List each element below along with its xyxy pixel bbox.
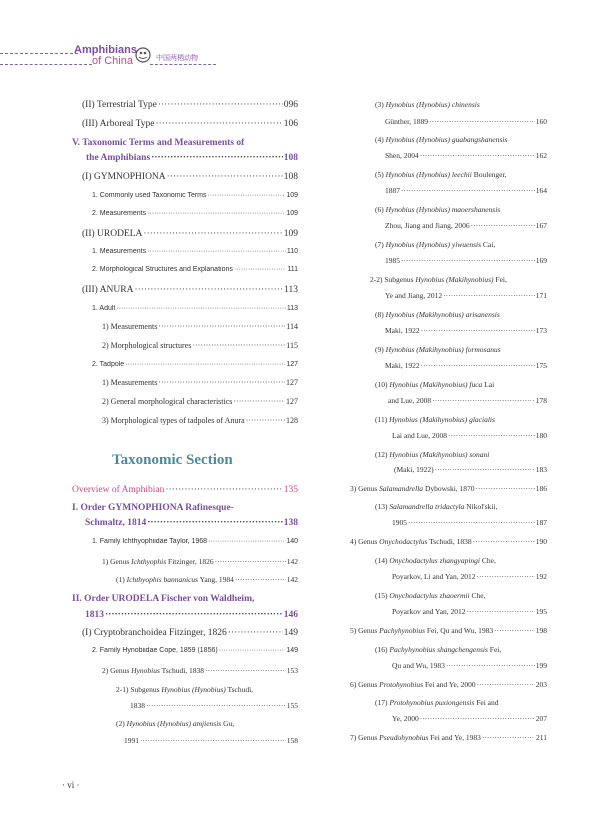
toc-page-number: 106 — [283, 119, 298, 129]
toc-entry-label: 1. Family Ichthyophiidae Taylor, 1968 — [92, 538, 208, 545]
toc-leader — [435, 465, 535, 474]
toc-page-number: 158 — [286, 736, 298, 745]
toc-entry-label: (16) Pachyhynobius shangchengensis Fei, — [375, 645, 502, 654]
toc-page-number: 113 — [284, 285, 298, 295]
toc-entry[interactable] — [124, 736, 298, 745]
toc-entry[interactable] — [375, 415, 547, 424]
toc-leader — [234, 266, 287, 273]
toc-leader — [147, 518, 283, 528]
toc-page-number: 199 — [535, 661, 547, 670]
toc-leader — [420, 714, 535, 723]
toc-leader — [192, 341, 285, 350]
toc-leader — [116, 305, 285, 312]
toc-entry[interactable] — [385, 256, 547, 265]
toc-entry-label: (I) Cryptobranchoidea Fitzinger, 1826 — [82, 628, 227, 638]
toc-leader — [476, 484, 535, 493]
toc-page-number: 162 — [535, 151, 547, 160]
toc-page-number: 128 — [286, 416, 298, 425]
toc-entry-taxon: Hynobius (Hynobius) maoershanensis — [385, 205, 501, 214]
toc-entry-label: 1905 — [392, 518, 407, 527]
toc-leader — [443, 291, 535, 300]
toc-entry[interactable] — [102, 322, 298, 331]
toc-entry-taxon: Hynobius (Makihynobius) — [415, 275, 494, 284]
toc-entry-taxon: Pseudohynobius — [379, 733, 429, 742]
toc-leader — [246, 416, 285, 425]
toc-entry[interactable] — [72, 594, 298, 604]
toc-entry[interactable] — [102, 397, 298, 406]
toc-entry-label: (6) Hynobius (Hynobius) maoershanensis — [375, 205, 501, 214]
toc-entry[interactable] — [82, 285, 298, 295]
toc-entry[interactable] — [116, 575, 298, 584]
toc-leader — [429, 117, 535, 126]
toc-page-number: 164 — [535, 186, 547, 195]
toc-leader — [432, 396, 535, 405]
toc-entry-label: Maki, 1922 — [385, 326, 420, 335]
toc-entry-taxon: Protohynobius — [379, 680, 424, 689]
frog-logo-icon — [134, 46, 152, 64]
toc-entry-taxon: Ichthyophis bannanicus — [126, 575, 199, 584]
header-rule-top — [0, 53, 78, 54]
toc-page-number: 142 — [286, 575, 298, 584]
toc-page-number: 149 — [283, 628, 298, 638]
toc-leader — [401, 256, 535, 265]
toc-leader — [147, 248, 286, 255]
toc-leader — [134, 285, 283, 295]
toc-entry-label: 1887 — [385, 186, 400, 195]
toc-leader — [151, 153, 283, 163]
toc-entry[interactable] — [92, 538, 298, 545]
toc-page-number: 135 — [283, 485, 298, 495]
toc-entry[interactable] — [375, 240, 547, 249]
toc-entry[interactable] — [116, 719, 298, 728]
toc-leader — [143, 229, 282, 239]
toc-page-number: 138 — [283, 518, 298, 528]
toc-entry-label: 2) Genus Hynobius Tschudi, 1838 — [102, 666, 205, 675]
toc-entry-taxon: Salamandrella — [379, 484, 424, 493]
toc-entry[interactable] — [375, 556, 547, 565]
toc-entry-label: 7) Genus Pseudohynobius Fei and Ye, 1983 — [350, 733, 481, 742]
toc-page-number: 171 — [535, 291, 547, 300]
toc-entry-label: (7) Hynobius (Hynobius) yiwuensis Cai, — [375, 240, 496, 249]
toc-entry[interactable] — [375, 310, 547, 319]
toc-entry-label: (17) Protohynobius puxiongensis Fei and — [375, 698, 499, 707]
toc-entry[interactable] — [82, 172, 298, 182]
toc-leader — [165, 485, 282, 495]
toc-page-number: 108 — [283, 172, 298, 182]
toc-entry[interactable] — [350, 537, 547, 546]
toc-entry[interactable] — [102, 666, 298, 675]
toc-entry[interactable] — [392, 572, 547, 581]
toc-entry-label: (15) Onychodactylus zhaoermii Che, — [375, 591, 486, 600]
toc-entry-taxon: Salamandrella tridactyla — [389, 502, 465, 511]
toc-entry-label: 1985 — [385, 256, 400, 265]
toc-entry-label: Günther, 1889 — [385, 117, 429, 126]
toc-entry[interactable] — [72, 503, 298, 513]
toc-entry-taxon: Hynobius (Hynobius) guabangshanensis — [385, 135, 508, 144]
toc-entry[interactable] — [385, 291, 547, 300]
toc-entry-taxon: Hynobius (Hynobius) leechii — [385, 170, 472, 179]
toc-leader — [140, 736, 286, 745]
toc-entry-taxon: Hynobius (Hynobius) yiwuensis — [385, 240, 482, 249]
toc-entry[interactable] — [82, 119, 298, 129]
toc-entry[interactable] — [385, 326, 547, 335]
toc-entry-label: (9) Hynobius (Makihynobius) formosanus — [375, 345, 501, 354]
toc-leader — [235, 575, 286, 584]
toc-entry[interactable] — [392, 714, 547, 723]
toc-entry[interactable] — [92, 210, 298, 217]
toc-leader — [158, 378, 285, 387]
toc-entry-label: 1) Measurements — [102, 378, 158, 387]
toc-entry-label: (11) Hynobius (Makihynobius) glacialis — [375, 415, 495, 424]
toc-page-number: 198 — [535, 626, 547, 635]
toc-entry[interactable] — [350, 626, 547, 635]
toc-page-number: 127 — [286, 397, 298, 406]
section-title: Taxonomic Section — [112, 452, 233, 468]
toc-entry[interactable] — [85, 518, 298, 528]
toc-entry[interactable] — [102, 378, 298, 387]
toc-entry-taxon: Hynobius (Makihynobius) formosanus — [385, 345, 501, 354]
toc-entry[interactable] — [72, 485, 298, 495]
toc-leader — [156, 119, 283, 129]
toc-leader — [228, 628, 283, 638]
toc-page-number: 195 — [535, 607, 547, 616]
toc-entry[interactable] — [385, 221, 547, 230]
toc-entry-label: (III) ANURA — [82, 285, 134, 295]
toc-page-number: 109 — [286, 192, 298, 199]
toc-entry-taxon: Hynobius — [131, 666, 160, 675]
toc-page-number: 110 — [286, 248, 298, 255]
toc-entry-label: Maki, 1922 — [385, 361, 420, 370]
toc-leader — [208, 192, 286, 199]
toc-page-number: 127 — [286, 361, 298, 368]
toc-entry-label: 2-1) Subgenus Hynobius (Hynobius) Tschudi, — [116, 685, 254, 694]
toc-page-number: 192 — [535, 572, 547, 581]
toc-entry-label: Ye, 2000 — [392, 714, 419, 723]
toc-entry[interactable] — [92, 647, 298, 654]
header-rule-bottom — [0, 64, 92, 65]
toc-page-number: 169 — [535, 256, 547, 265]
toc-entry[interactable] — [385, 361, 547, 370]
toc-leader — [219, 647, 286, 654]
toc-page-number: 109 — [286, 210, 298, 217]
toc-leader — [476, 572, 534, 581]
toc-page-number: 203 — [535, 680, 547, 689]
toc-entry[interactable] — [375, 170, 547, 179]
toc-entry-label: Poyarkov, Li and Yan, 2012 — [392, 572, 476, 581]
toc-leader — [482, 733, 535, 742]
toc-entry[interactable] — [375, 645, 547, 654]
toc-entry-label: 5) Genus Pachyhynobius Fei, Qu and Wu, 1983 — [350, 626, 494, 635]
toc-entry-label: Overview of Amphibian — [72, 485, 165, 495]
toc-page-number: 160 — [535, 117, 547, 126]
toc-entry[interactable] — [82, 628, 298, 638]
toc-leader — [205, 666, 286, 675]
toc-entry[interactable] — [86, 153, 298, 163]
toc-entry[interactable] — [392, 518, 547, 527]
toc-entry[interactable] — [102, 557, 298, 566]
toc-page-number: 140 — [286, 538, 298, 545]
toc-entry-taxon: Hynobius (Hynobius) chinensis — [385, 100, 480, 109]
toc-entry-label: 4) Genus Onychodactylus Tschudi, 1838 — [350, 537, 472, 546]
toc-leader — [215, 557, 286, 566]
toc-page-number: 173 — [535, 326, 547, 335]
toc-entry[interactable] — [392, 661, 547, 670]
toc-leader — [473, 537, 535, 546]
toc-page-number: 113 — [286, 305, 298, 312]
toc-entry[interactable] — [72, 138, 298, 148]
toc-leader — [494, 626, 535, 635]
toc-page-number: 149 — [286, 647, 298, 654]
header-rule-right — [150, 64, 216, 65]
toc-entry-label: I. Order GYMNOPHIONA Rafinesque- — [72, 503, 234, 513]
toc-entry-label: (II) Terrestrial Type — [82, 100, 157, 110]
toc-page-number: 111 — [287, 266, 298, 273]
toc-page-number: 175 — [535, 361, 547, 370]
toc-page-number: 187 — [535, 518, 547, 527]
toc-leader — [467, 607, 535, 616]
toc-page-number: 114 — [286, 322, 298, 331]
toc-entry-label: 2-2) Subgenus Hynobius (Makihynobius) Fei, — [370, 275, 507, 284]
toc-leader — [446, 661, 535, 670]
toc-entry[interactable] — [375, 450, 547, 459]
toc-entry-label: (14) Onychodactylus zhangyapingi Che, — [375, 556, 496, 565]
toc-page-number: 109 — [283, 229, 298, 239]
toc-page-number: 146 — [283, 610, 298, 620]
header-title-cn: 中国两栖动物 — [156, 54, 198, 62]
toc-page-number: 183 — [535, 465, 547, 474]
toc-leader — [477, 680, 535, 689]
toc-entry-taxon: Hynobius (Hynobius) amjiensis — [126, 719, 222, 728]
toc-leader — [233, 397, 285, 406]
toc-entry-label: 3) Genus Salamandrella Dybowski, 1870 — [350, 484, 475, 493]
toc-entry[interactable] — [102, 416, 298, 425]
toc-entry-label: 2. Tadpole — [92, 361, 125, 368]
toc-entry-label: and Lue, 2008 — [388, 396, 432, 405]
toc-entry[interactable] — [375, 205, 547, 214]
toc-entry-label: (II) URODELA — [82, 229, 143, 239]
toc-leader — [146, 701, 286, 710]
page-folio: · vi · — [62, 780, 80, 790]
toc-entry-label: 1) Genus Ichthyophis Fitzinger, 1826 — [102, 557, 214, 566]
toc-entry-label: 1. Commonly used Taxonomic Terms — [92, 192, 207, 199]
toc-entry-label: (III) Arboreal Type — [82, 119, 155, 129]
toc-entry[interactable] — [92, 192, 298, 199]
toc-entry-taxon: Hynobius (Makihynobius) glacialis — [389, 415, 495, 424]
toc-entry[interactable] — [392, 431, 547, 440]
toc-page-number: 180 — [535, 431, 547, 440]
toc-entry-label: Lai and Lue, 2008 — [392, 431, 447, 440]
toc-page-number: 096 — [283, 100, 298, 110]
toc-leader — [421, 326, 535, 335]
toc-entry-label: V. Taxonomic Terms and Measurements of — [72, 138, 245, 148]
toc-entry-taxon: Onychodactylus — [379, 537, 428, 546]
toc-entry-taxon: Pachyhynobius — [379, 626, 425, 635]
toc-entry-label: Qu and Wu, 1983 — [392, 661, 445, 670]
toc-entry-label: 1. Adult — [92, 305, 116, 312]
toc-entry[interactable] — [130, 701, 298, 710]
toc-entry-label: (2) Hynobius (Hynobius) amjiensis Gu, — [116, 719, 235, 728]
toc-entry-label: 1813 — [85, 610, 104, 620]
toc-leader — [147, 210, 285, 217]
toc-page-number: 207 — [535, 714, 547, 723]
toc-entry[interactable] — [370, 275, 547, 284]
toc-entry[interactable] — [92, 248, 298, 255]
toc-leader — [408, 518, 535, 527]
toc-page-number: 115 — [286, 341, 298, 350]
toc-entry-label: Schmaltz, 1814 — [85, 518, 147, 528]
toc-entry-label: 3) Morphological types of tadpoles of Anura — [102, 416, 245, 425]
toc-page-number: 155 — [286, 701, 298, 710]
toc-entry-taxon: Onychodactylus zhaoermii — [389, 591, 470, 600]
toc-page-number: 127 — [286, 378, 298, 387]
header-title-line2: of China — [92, 55, 133, 67]
toc-leader — [125, 361, 285, 368]
toc-entry-label: 6) Genus Protohynobius Fei and Ye, 2000 — [350, 680, 476, 689]
toc-entry-label: 1991 — [124, 736, 139, 745]
toc-entry-taxon: Hynobius (Hynobius) — [161, 685, 226, 694]
toc-entry[interactable] — [82, 229, 298, 239]
toc-entry-label: 2. Measurements — [92, 210, 147, 217]
toc-entry[interactable] — [375, 345, 547, 354]
toc-entry[interactable] — [350, 484, 547, 493]
toc-entry-taxon: Hynobius (Makihynobius) arisanensis — [385, 310, 500, 319]
toc-leader — [158, 100, 283, 110]
toc-entry[interactable] — [375, 135, 547, 144]
toc-entry[interactable] — [85, 610, 298, 620]
toc-entry-label: 1838 — [130, 701, 145, 710]
toc-entry-taxon: Hynobius (Makihynobius) sonani — [389, 450, 490, 459]
toc-entry-label: Ye and Jiang, 2012 — [385, 291, 443, 300]
toc-entry[interactable] — [375, 380, 547, 389]
toc-entry[interactable] — [385, 186, 547, 195]
toc-entry[interactable] — [92, 305, 298, 312]
toc-entry[interactable] — [375, 100, 547, 109]
toc-entry[interactable] — [350, 680, 547, 689]
toc-entry-label: (I) GYMNOPHIONA — [82, 172, 166, 182]
toc-leader — [167, 172, 283, 182]
toc-leader — [420, 151, 535, 160]
toc-entry[interactable] — [388, 396, 547, 405]
toc-entry-label: 2) General morphological characteristics — [102, 397, 233, 406]
toc-entry-label: (5) Hynobius (Hynobius) leechii Boulenger, — [375, 170, 507, 179]
toc-page-number: 108 — [283, 153, 298, 163]
toc-entry-label: 1) Measurements — [102, 322, 158, 331]
toc-entry[interactable] — [375, 698, 547, 707]
toc-entry-label: II. Order URODELA Fischer von Waldheim, — [72, 594, 255, 604]
toc-entry-label: (4) Hynobius (Hynobius) guabangshanensis — [375, 135, 508, 144]
toc-leader — [401, 186, 535, 195]
toc-leader — [105, 610, 283, 620]
toc-entry-label: (3) Hynobius (Hynobius) chinensis — [375, 100, 480, 109]
toc-entry-taxon: Ichthyophis — [131, 557, 167, 566]
toc-entry-label: 2) Morphological structures — [102, 341, 192, 350]
toc-page-number: 211 — [536, 733, 547, 742]
toc-entry-label: (8) Hynobius (Makihynobius) arisanensis — [375, 310, 500, 319]
running-header — [0, 40, 230, 70]
toc-entry[interactable] — [92, 266, 298, 273]
toc-entry-label: (1) Ichthyophis bannanicus Yang, 1984 — [116, 575, 234, 584]
toc-entry-taxon: Pachyhynobius shangchengensis — [389, 645, 488, 654]
toc-page-number: 190 — [535, 537, 547, 546]
toc-entry-label: 2. Family Hynobiidae Cope, 1859 (1856) — [92, 647, 218, 654]
toc-page-number: 186 — [535, 484, 547, 493]
toc-entry-label: Poyarkov and Yan, 2012 — [392, 607, 466, 616]
toc-entry[interactable] — [385, 151, 547, 160]
header-title-line1: Amphibians — [74, 44, 137, 56]
toc-entry-label: (12) Hynobius (Makihynobius) sonani — [375, 450, 490, 459]
toc-entry[interactable] — [82, 100, 298, 110]
toc-leader — [471, 221, 535, 230]
toc-leader — [448, 431, 535, 440]
toc-entry-label: 1. Measurements — [92, 248, 147, 255]
toc-entry-label: Shen, 2004 — [385, 151, 419, 160]
toc-entry[interactable] — [375, 591, 547, 600]
toc-entry[interactable] — [392, 607, 547, 616]
toc-entry-label: (Maki, 1922) — [394, 465, 434, 474]
toc-entry-label: 2. Morphological Structures and Explanations — [92, 266, 233, 273]
toc-entry[interactable] — [394, 465, 547, 474]
toc-entry[interactable] — [350, 733, 547, 742]
toc-entry[interactable] — [116, 685, 298, 694]
toc-page-number: 153 — [286, 666, 298, 675]
toc-page-number: 178 — [535, 396, 547, 405]
toc-entry[interactable] — [102, 341, 298, 350]
toc-entry-label: Zhou, Jiang and Jiang, 2006 — [385, 221, 470, 230]
toc-page-number: 142 — [286, 557, 298, 566]
toc-entry[interactable] — [92, 361, 298, 368]
toc-entry[interactable] — [385, 117, 547, 126]
toc-entry-label: the Amphibians — [86, 153, 151, 163]
toc-leader — [208, 538, 285, 545]
toc-entry-taxon: Protohynobius puxiongensis — [389, 698, 475, 707]
toc-page-number: 167 — [535, 221, 547, 230]
toc-entry-taxon: Onychodactylus zhangyapingi — [389, 556, 480, 565]
toc-entry[interactable] — [375, 502, 547, 511]
toc-entry-taxon: Hynobius (Makihynobius) fuca — [389, 380, 483, 389]
toc-leader — [158, 322, 285, 331]
toc-entry-label: (13) Salamandrella tridactyla Nikol'skii, — [375, 502, 498, 511]
toc-entry-label: (10) Hynobius (Makihynobius) fuca Lai — [375, 380, 495, 389]
toc-leader — [421, 361, 535, 370]
